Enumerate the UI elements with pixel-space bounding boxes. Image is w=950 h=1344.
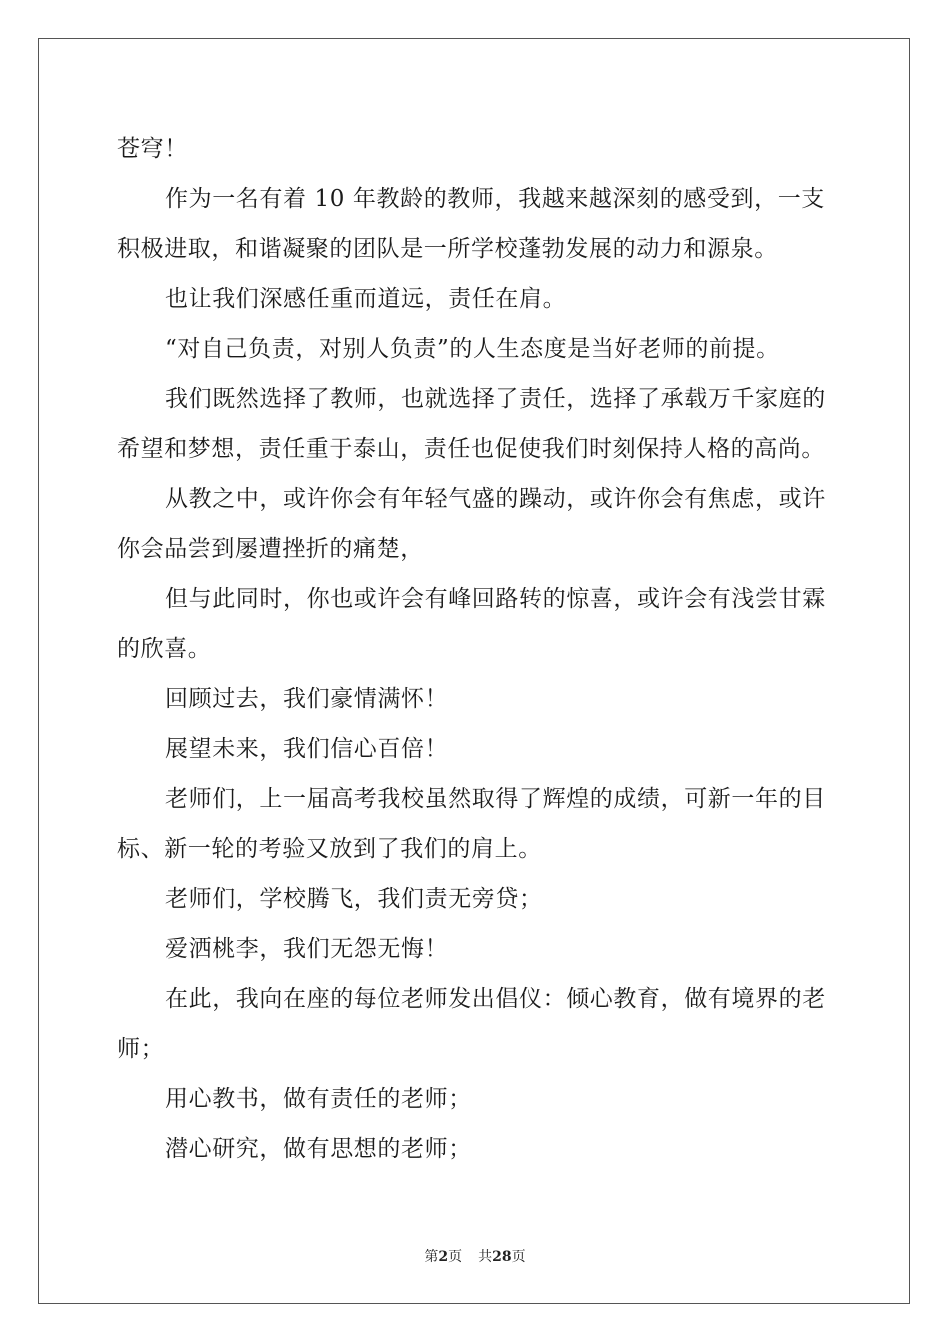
text-line: 潜心研究，做有思想的老师； <box>165 1136 472 1162</box>
text-line: 从教之中，或许你会有年轻气盛的躁动，或许你会有焦虑，或许 <box>165 486 826 512</box>
page-number: 2 <box>438 1249 449 1265</box>
document-body <box>117 124 837 1174</box>
text-line: 老师们，学校腾飞，我们责无旁贷； <box>165 886 543 912</box>
text-line: 师； <box>117 1036 165 1062</box>
text-line: 希望和梦想，责任重于泰山，责任也促使我们时刻保持人格的高尚。 <box>117 436 825 462</box>
text-line: 展望未来，我们信心百倍！ <box>165 736 449 762</box>
text-line: 用心教书，做有责任的老师； <box>165 1086 472 1112</box>
text-line: 作为一名有着 10 年教龄的教师，我越来越深刻的感受到，一支 <box>165 186 825 212</box>
page-label-prefix: 第 <box>424 1249 439 1265</box>
text-line: 我们既然选择了教师，也就选择了责任，选择了承载万千家庭的 <box>165 386 826 412</box>
text-line: 标、新一轮的考验又放到了我们的肩上。 <box>117 836 542 862</box>
text-line: 积极进取，和谐凝聚的团队是一所学校蓬勃发展的动力和源泉。 <box>117 236 778 262</box>
text-line: 回顾过去，我们豪情满怀！ <box>165 686 449 712</box>
total-label-suffix: 页 <box>511 1249 526 1265</box>
text-line: 老师们，上一届高考我校虽然取得了辉煌的成绩，可新一年的目 <box>165 786 826 812</box>
total-label-prefix: 共 <box>478 1249 493 1265</box>
text-line: 也让我们深感任重而道远，责任在肩。 <box>165 286 567 312</box>
text-line: 但与此同时，你也或许会有峰回路转的惊喜，或许会有浅尝甘霖 <box>165 586 826 612</box>
text-line: 爱洒桃李，我们无怨无悔！ <box>165 936 449 962</box>
page-footer <box>0 1246 950 1266</box>
page-label-suffix: 页 <box>448 1249 463 1265</box>
text-line: “对自己负责，对别人负责”的人生态度是当好老师的前提。 <box>165 336 780 362</box>
text-line: 的欣喜。 <box>117 636 212 662</box>
text-line: 苍穹！ <box>117 136 188 162</box>
text-line: 你会品尝到屡遭挫折的痛楚， <box>117 536 424 562</box>
total-pages: 28 <box>492 1249 512 1265</box>
text-line: 在此，我向在座的每位老师发出倡仪：倾心教育，做有境界的老 <box>165 986 826 1012</box>
